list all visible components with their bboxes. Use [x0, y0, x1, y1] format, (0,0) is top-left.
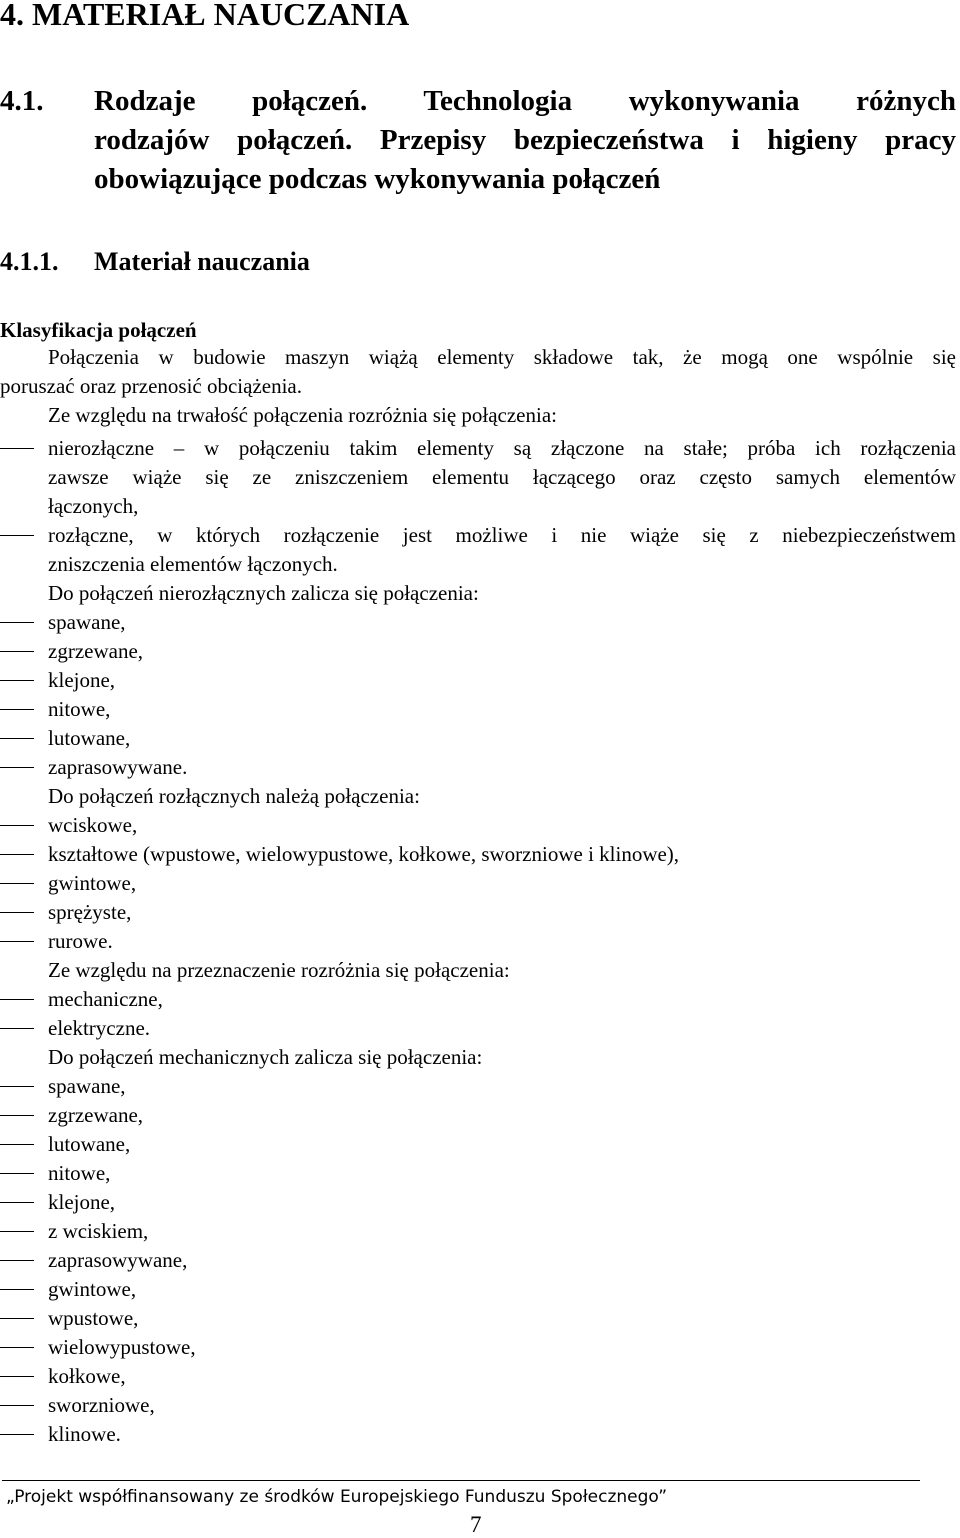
list-item: z wciskiem, — [48, 1219, 149, 1243]
list-dash — [0, 1405, 34, 1406]
topic-heading: Klasyfikacja połączeń — [0, 318, 197, 342]
mechanical-lead: Do połączeń mechanicznych zalicza się połączenia: — [48, 1045, 483, 1069]
durability-item-1-line-3: łączonych, — [48, 494, 139, 518]
list-item: spawane, — [48, 1074, 126, 1098]
nonseparable-lead: Do połączeń nierozłącznych zalicza się połączenia: — [48, 581, 479, 605]
list-dash — [0, 1347, 34, 1348]
list-dash — [0, 1318, 34, 1319]
list-dash — [0, 738, 34, 739]
list-dash — [0, 1231, 34, 1232]
list-dash — [0, 535, 34, 536]
list-item: zaprasowywane. — [48, 755, 188, 779]
list-dash — [0, 1173, 34, 1174]
page-number: 7 — [470, 1512, 482, 1537]
list-item: nitowe, — [48, 697, 111, 721]
intro-line-1: Połączenia w budowie maszyn wiążą elementy składowe tak, że mogą one wspólnie się — [48, 345, 956, 369]
list-item: gwintowe, — [48, 1277, 137, 1301]
footer-text: „Projekt współfinansowany ze środków Europejskiego Funduszu Społecznego” — [6, 1487, 668, 1507]
durability-item-2-line-1: rozłączne, w których rozłączenie jest możliwe i nie wiąże się z niebezpieczeństwem — [48, 523, 956, 547]
list-dash — [0, 999, 34, 1000]
subsection-title: Materiał nauczania — [94, 247, 310, 276]
list-item: zaprasowywane, — [48, 1248, 188, 1272]
list-dash — [0, 767, 34, 768]
list-item: wielowypustowe, — [48, 1335, 196, 1359]
list-dash — [0, 622, 34, 623]
list-item: sworzniowe, — [48, 1393, 155, 1417]
list-item: lutowane, — [48, 726, 131, 750]
list-dash — [0, 1028, 34, 1029]
chapter-heading: 4. MATERIAŁ NAUCZANIA — [0, 0, 410, 32]
list-item: rurowe. — [48, 929, 113, 953]
durability-lead: Ze względu na trwałość połączenia rozróżnia się połączenia: — [48, 403, 557, 427]
durability-item-1-line-1: nierozłączne – w połączeniu takim elementy są złączone na stałe; próba ich rozłączenia — [48, 436, 956, 460]
list-dash — [0, 1086, 34, 1087]
section-number: 4.1. — [0, 85, 44, 117]
list-item: zgrzewane, — [48, 1103, 144, 1127]
list-item: zgrzewane, — [48, 639, 144, 663]
list-dash — [0, 941, 34, 942]
list-dash — [0, 825, 34, 826]
section-title-line-1: Rodzaje połączeń. Technologia wykonywania różnych — [94, 85, 956, 117]
list-item: lutowane, — [48, 1132, 131, 1156]
list-item: mechaniczne, — [48, 987, 163, 1011]
list-item: spawane, — [48, 610, 126, 634]
list-dash — [0, 1144, 34, 1145]
list-item: kołkowe, — [48, 1364, 126, 1388]
list-dash — [0, 1434, 34, 1435]
list-dash — [0, 1260, 34, 1261]
subsection-number: 4.1.1. — [0, 247, 59, 276]
list-item: nitowe, — [48, 1161, 111, 1185]
list-item: sprężyste, — [48, 900, 132, 924]
list-dash — [0, 680, 34, 681]
durability-item-1-line-2: zawsze wiąże się ze zniszczeniem elementu łączącego oraz często samych elementów — [48, 465, 956, 489]
purpose-lead: Ze względu na przeznaczenie rozróżnia się połączenia: — [48, 958, 510, 982]
list-item: gwintowe, — [48, 871, 137, 895]
section-title-line-3: obowiązujące podczas wykonywania połączeń — [94, 163, 661, 195]
list-item: wpustowe, — [48, 1306, 139, 1330]
list-item: klinowe. — [48, 1422, 121, 1446]
list-item: wciskowe, — [48, 813, 138, 837]
durability-item-2-line-2: zniszczenia elementów łączonych. — [48, 552, 338, 576]
list-dash — [0, 912, 34, 913]
list-item: klejone, — [48, 1190, 116, 1214]
list-dash — [0, 1376, 34, 1377]
list-dash — [0, 709, 34, 710]
separable-lead: Do połączeń rozłącznych należą połączenia: — [48, 784, 420, 808]
section-title-line-2: rodzajów połączeń. Przepisy bezpieczeństwa i higieny pracy — [94, 124, 956, 156]
list-dash — [0, 1115, 34, 1116]
list-dash — [0, 854, 34, 855]
list-item: klejone, — [48, 668, 116, 692]
list-dash — [0, 448, 34, 449]
list-item: elektryczne. — [48, 1016, 151, 1040]
list-dash — [0, 1202, 34, 1203]
list-dash — [0, 1289, 34, 1290]
list-dash — [0, 651, 34, 652]
intro-line-2: poruszać oraz przenosić obciążenia. — [0, 374, 302, 398]
list-dash — [0, 883, 34, 884]
list-item: kształtowe (wpustowe, wielowypustowe, kołkowe, sworzniowe i klinowe), — [48, 842, 680, 866]
footer-divider — [2, 1480, 920, 1481]
